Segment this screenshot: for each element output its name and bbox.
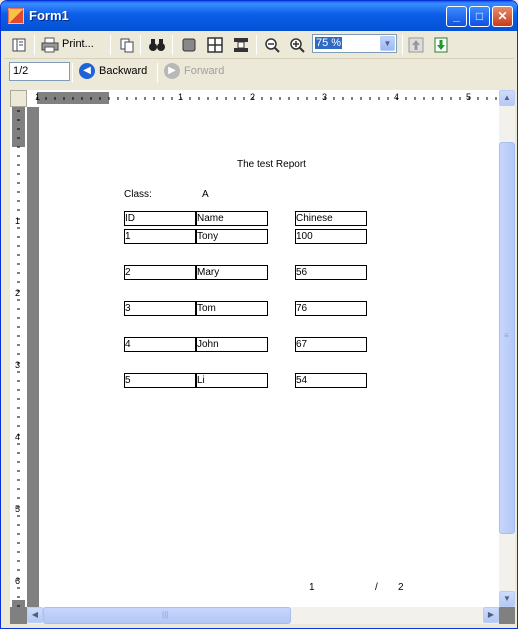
document-map-icon[interactable]: [10, 36, 28, 54]
zoom-in-icon[interactable]: [288, 36, 306, 54]
v-ruler-num: 4: [15, 432, 21, 442]
table-cell: John: [196, 337, 268, 352]
title-bar: [1, 1, 517, 31]
h-ruler-num: 5: [466, 92, 472, 102]
h-ruler-num: 1: [35, 92, 41, 102]
h-ruler-num: 3: [322, 92, 328, 102]
printer-icon[interactable]: [41, 36, 59, 54]
forward-label: Forward: [184, 65, 225, 77]
v-ruler-num: 1: [15, 216, 21, 226]
table-cell: 3: [124, 301, 196, 316]
class-value: A: [202, 189, 209, 200]
scroll-right-icon[interactable]: ▶: [483, 607, 499, 623]
header-chinese: Chinese: [295, 211, 367, 226]
export-up-icon[interactable]: [407, 36, 425, 54]
horizontal-scroll-thumb[interactable]: |||: [43, 607, 291, 624]
find-binoculars-icon[interactable]: [148, 36, 166, 54]
single-page-icon[interactable]: [180, 36, 198, 54]
report-title: The test Report: [237, 159, 306, 170]
header-id: ID: [124, 211, 196, 226]
page-number-input[interactable]: 1/2: [9, 62, 70, 81]
h-ruler-num: 4: [394, 92, 400, 102]
export-down-icon[interactable]: [432, 36, 450, 54]
app-icon: [8, 8, 24, 24]
table-cell: 2: [124, 265, 196, 280]
scroll-up-icon[interactable]: ▲: [499, 90, 515, 106]
table-cell: 1: [124, 229, 196, 244]
preview-toolbar: [4, 31, 514, 59]
window-title: Form1: [29, 8, 69, 23]
horizontal-scrollbar[interactable]: [27, 607, 499, 624]
report-page: [39, 107, 499, 607]
navigation-toolbar: [4, 59, 514, 87]
table-cell: 54: [295, 373, 367, 388]
maximize-button[interactable]: □: [469, 6, 490, 27]
table-cell: 67: [295, 337, 367, 352]
v-ruler-num: 5: [15, 504, 21, 514]
table-cell: 56: [295, 265, 367, 280]
page-width-icon[interactable]: [232, 36, 250, 54]
table-cell: Tom: [196, 301, 268, 316]
scroll-down-icon[interactable]: ▼: [499, 591, 515, 607]
zoom-select[interactable]: [312, 34, 397, 53]
copy-icon[interactable]: [118, 36, 136, 54]
backward-label: Backward: [99, 65, 148, 77]
multiple-pages-icon[interactable]: [206, 36, 224, 54]
table-cell: Li: [196, 373, 268, 388]
h-ruler-num: 2: [250, 92, 256, 102]
close-button[interactable]: ✕: [492, 6, 513, 27]
class-label: Class:: [124, 189, 152, 200]
arrow-left-icon: ◀: [79, 63, 95, 79]
table-cell: 100: [295, 229, 367, 244]
zoom-out-icon[interactable]: [263, 36, 281, 54]
table-cell: 76: [295, 301, 367, 316]
backward-button[interactable]: [79, 63, 147, 79]
table-cell: Mary: [196, 265, 268, 280]
scroll-left-icon[interactable]: ◀: [27, 607, 43, 623]
vertical-scroll-thumb[interactable]: ≡: [499, 142, 515, 534]
vertical-scrollbar[interactable]: [499, 90, 515, 607]
header-name: Name: [196, 211, 268, 226]
footer-separator: /: [375, 582, 378, 593]
vertical-ruler: [10, 107, 27, 607]
arrow-right-icon: ▶: [164, 63, 180, 79]
ruler-corner: [10, 90, 27, 107]
footer-total-pages: 2: [398, 582, 404, 593]
print-preview-area[interactable]: [10, 90, 515, 624]
horizontal-ruler: [27, 90, 499, 107]
v-ruler-num: 6: [15, 576, 21, 586]
footer-page-number: 1: [309, 582, 315, 593]
forward-button[interactable]: [164, 63, 224, 79]
h-ruler-num: 1: [178, 92, 184, 102]
minimize-button[interactable]: _: [446, 6, 467, 27]
chevron-down-icon[interactable]: ▼: [380, 36, 395, 51]
table-cell: 4: [124, 337, 196, 352]
table-cell: Tony: [196, 229, 268, 244]
v-ruler-num: 2: [15, 288, 21, 298]
print-button[interactable]: Print...: [62, 38, 94, 50]
v-ruler-num: 3: [15, 360, 21, 370]
zoom-value: 75 %: [316, 37, 342, 49]
table-cell: 5: [124, 373, 196, 388]
